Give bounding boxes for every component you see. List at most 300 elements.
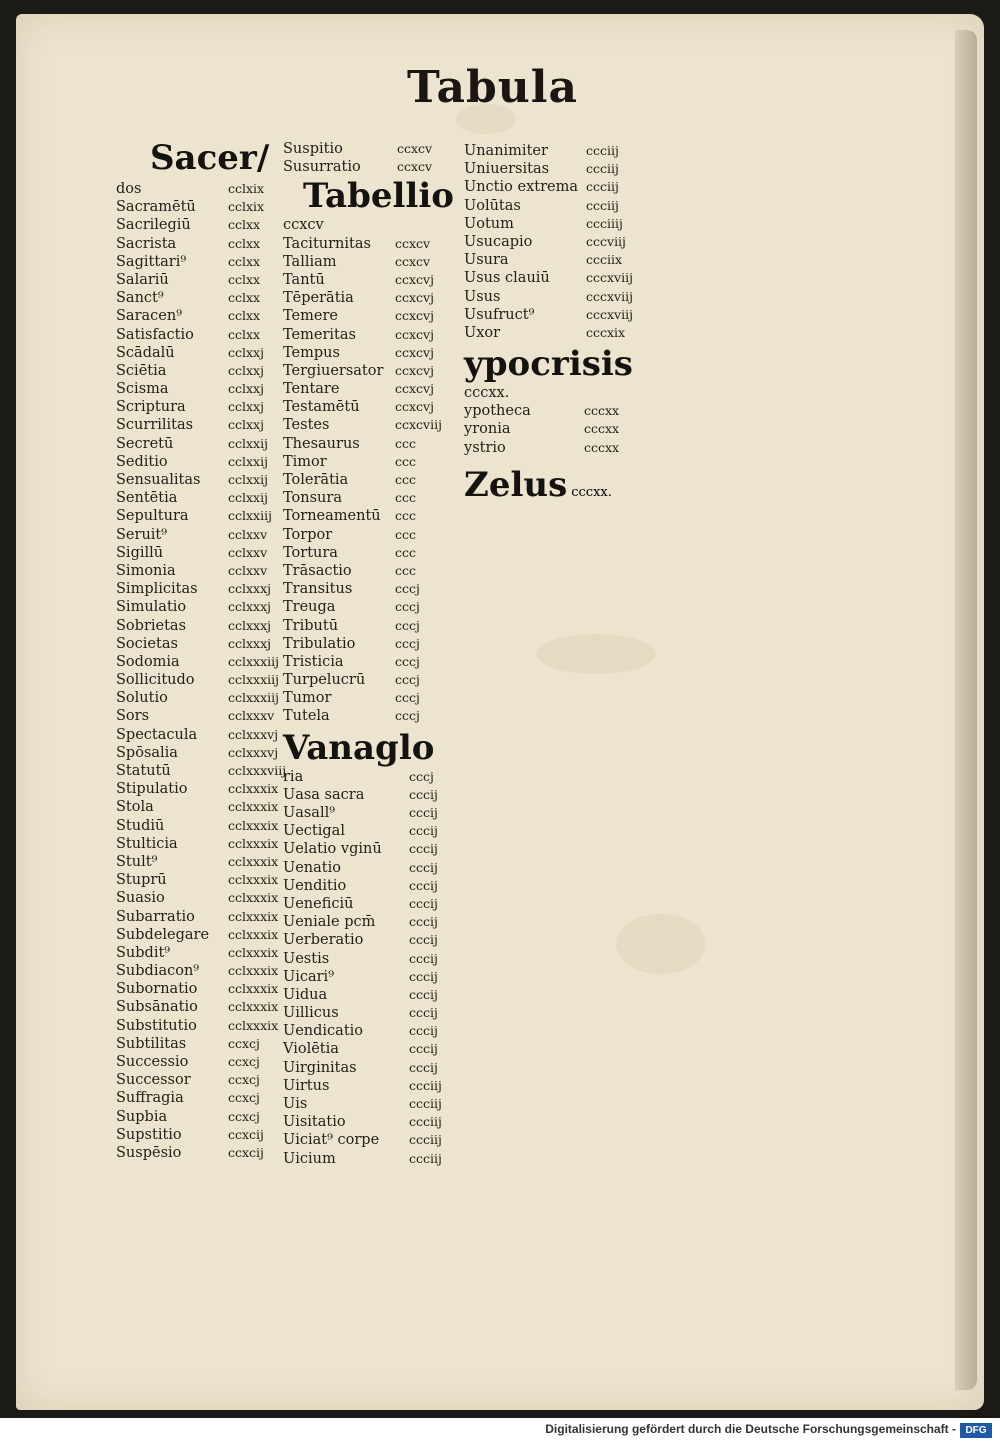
index-entry [283,1004,458,1022]
index-entry [283,1059,458,1077]
entry-folio: cclxxxix [228,781,279,797]
index-entry [116,398,276,416]
index-entry [283,877,458,895]
entry-folio: cclxxxix [228,981,279,997]
index-entry [116,1089,276,1107]
index-entry [283,671,458,689]
entry-folio: cccj [395,653,420,669]
index-entry [283,471,458,489]
entry-folio: cccij [409,986,438,1002]
entry-term: Thesaurus [283,435,360,452]
page-edge [955,30,977,1390]
entry-term: Seditio [116,453,168,470]
index-entry [116,871,279,889]
entry-term: Ueniale pcm̄ [283,914,376,931]
entry-folio: cccxx [584,421,620,437]
entry-folio: cclxxxix [228,835,279,851]
entry-folio: cclxxj [228,399,264,415]
index-entry [464,197,634,215]
entry-folio: cclxxxj [228,599,272,615]
index-entry [283,1022,458,1040]
index-entry [283,1150,458,1168]
heading-tabellio: Tabellio [303,176,454,217]
entry-term: ypotheca [464,403,531,420]
entry-term: Scādalū [116,344,175,361]
index-entry [283,526,458,544]
entry-term: Satisfactio [116,326,194,343]
index-entry [116,180,276,198]
index-entry [283,968,458,986]
entry-term: Subtilitas [116,1035,187,1052]
index-entry [116,326,276,344]
index-entry [283,362,458,380]
entry-folio: ccxcj [228,1072,260,1088]
entry-folio: cccij [409,914,438,930]
entry-term: Spōsalia [116,744,178,761]
entry-folio: ccc [395,435,417,451]
entry-folio: cclxxxiij [228,672,280,688]
entry-folio: cclxxxv [228,708,275,724]
entry-folio: cclxxv [228,544,268,560]
entry-folio: cccj [409,768,434,784]
index-entry [283,598,458,616]
entry-term: Transitus [283,581,353,598]
index-entry [283,635,458,653]
index-entry [116,617,276,635]
index-entry [464,439,634,457]
entry-folio: cccxviij [586,288,633,304]
entry-term: Turpelucrū [283,672,366,689]
entry-term: Stuprū [116,872,167,889]
entry-folio: cccij [409,1059,438,1075]
entry-folio: ccxcvj [395,362,434,378]
entry-folio: cclxx [228,217,261,233]
entry-folio: ccxcvj [395,271,434,287]
entry-folio: ccciix [586,252,623,268]
entry-term: Taciturnitas [283,235,371,252]
entry-term: Subarratio [116,908,195,925]
index-entry [116,416,276,434]
index-entry [283,1077,458,1095]
entry-term: Sacramētū [116,199,196,216]
entry-term: Subdiacon⁹ [116,963,200,980]
entry-term: Uis [283,1096,308,1112]
entry-folio: ccxcv [397,159,433,175]
entry-term: Supstitio [116,1126,182,1143]
index-entry [283,253,458,271]
index-entry [464,142,634,160]
index-entry [116,889,279,907]
entry-term: ria [283,768,304,785]
zelus-folio: cccxx. [571,484,612,500]
index-entry [283,140,458,158]
entry-term: Trāsactio [283,562,352,579]
index-entry [464,288,634,306]
entry-term: Treuga [283,599,336,616]
index-entry [116,726,279,744]
index-entry [116,453,276,471]
entry-term: Uillicus [283,1005,339,1022]
entry-term: Statutū [116,763,171,779]
index-entry [116,780,279,798]
index-entry [283,235,458,253]
entry-folio: ccxcv [397,141,433,156]
entry-folio: cclxxxj [228,617,272,633]
entry-term: Sacrilegiū [116,217,191,234]
entry-folio: cclxxxiij [228,653,280,669]
entry-folio: cclxxxix [228,908,279,924]
entry-folio: ccxcj [228,1035,260,1051]
entry-term: cccxx. [464,385,510,402]
page-title: Tabula [407,62,579,113]
index-entry [283,617,458,635]
entry-folio: cccij [409,932,438,948]
entry-folio: cccviij [586,233,626,249]
entry-term: Subdit⁹ [116,944,171,961]
index-entry [283,859,458,877]
entry-folio: cclxxxix [228,817,279,833]
index-entry [283,895,458,913]
entry-folio: ccxcv [395,253,431,269]
entry-folio: cclxxiij [228,508,272,524]
entry-folio: cclxx [228,271,261,287]
entry-term: Uerberatio [283,932,364,949]
entry-term: Uisitatio [283,1114,346,1131]
entry-folio: cccj [395,672,420,688]
index-entry [283,707,458,725]
index-entry [283,950,458,968]
entry-term: Uniuersitas [464,161,550,178]
entry-folio: cclxix [228,181,265,196]
entry-term: Stult⁹ [116,853,158,870]
index-entry [283,544,458,562]
index-entry [283,344,458,362]
entry-term: Subdelegare [116,926,210,943]
index-entry [283,1113,458,1131]
index-entry [464,306,634,324]
entry-folio: cclxix [228,199,265,215]
entry-term: Solutio [116,690,168,707]
entry-term: Uxor [464,324,501,341]
index-entry [116,689,280,707]
index-column-1 [116,138,287,1162]
entry-term: Sepultura [116,508,189,525]
entry-term: Sacrista [116,235,177,252]
entry-folio: cclxx [228,235,261,251]
entry-folio: ccc [395,472,417,487]
index-entry [116,926,279,944]
entry-folio: cccj [395,581,420,597]
entry-term: Talliam [283,253,337,270]
entry-folio: cclxxv [228,562,268,578]
entry-term: Supbia [116,1108,168,1125]
index-entry [116,944,279,962]
entry-folio: ccxcj [228,1090,260,1106]
entry-folio: ccc [395,508,417,524]
index-entry [283,822,458,840]
entry-folio: cclxxxix [228,872,279,888]
entry-term: Tonsura [283,490,342,507]
index-entry [116,1071,276,1089]
entry-term: Uiciat⁹ corpe [283,1132,380,1149]
index-entry [116,307,276,325]
entry-term: Suffragia [116,1090,184,1107]
index-entry [116,198,276,216]
entry-term: Usufruct⁹ [464,306,535,323]
entry-term: Uectigal [283,823,345,840]
entry-folio: cclxx [228,290,261,306]
entry-folio: ccxcvj [395,344,434,360]
index-entry [464,384,634,402]
entry-term: Uicium [283,1150,336,1167]
index-entry [116,998,279,1016]
entry-term: Tribulatio [283,635,356,652]
index-entry [116,598,276,616]
entry-term: Sors [116,708,150,725]
entry-term: dos [116,181,142,197]
entry-term: Sensualitas [116,472,201,488]
entry-term: Tributū [283,617,339,634]
entry-term: Stipulatio [116,781,188,798]
index-entry [116,744,279,762]
entry-term: Societas [116,635,178,652]
entry-folio: cccij [409,1041,438,1057]
index-entry [116,707,276,725]
index-entry [283,986,458,1004]
index-entry [464,160,634,178]
entry-term: Seruit⁹ [116,526,168,543]
entry-folio: cclxxxix [228,890,279,906]
index-entry [283,158,458,176]
entry-folio: ccciiij [586,215,623,231]
index-entry [116,762,287,780]
index-entry [283,562,458,580]
entry-term: Tentare [283,381,340,398]
index-entry [464,215,634,233]
entry-term: Uelatio vginū [283,841,382,858]
index-entry [283,840,458,858]
entry-term: Spectacula [116,726,198,743]
entry-folio: cclxxij [228,472,268,487]
index-entry [116,526,276,544]
entry-folio: cccij [409,950,438,966]
entry-folio: cclxxxix [228,1017,279,1033]
entry-folio: cclxxxiij [228,690,280,706]
index-entry [116,471,276,489]
entry-folio: ccxcij [228,1126,264,1142]
entry-term: Sentētia [116,490,178,507]
index-entry [116,1017,279,1035]
entry-folio: cclxxv [228,526,268,542]
entry-term: Torpor [283,526,333,543]
index-entry [116,580,276,598]
index-entry [116,835,279,853]
index-entry [283,768,458,786]
entry-folio: cccij [409,841,438,857]
entry-folio: cccxx [584,439,620,455]
entry-folio: cclxxij [228,490,268,506]
entry-term: Studiū [116,817,165,834]
entry-term: Uidua [283,986,328,1003]
entry-term: Tolerātia [283,472,349,488]
entry-folio: cccj [395,635,420,651]
entry-term: Usura [464,252,509,269]
index-entry [283,580,458,598]
entry-folio: cccxx [584,403,620,419]
entry-folio: cccxviij [586,306,633,322]
entry-term: Tempus [283,344,340,361]
entry-term: Testamētū [283,399,360,416]
entry-term: Sobrietas [116,617,187,634]
entry-folio: cccj [395,617,420,633]
entry-term: Sodomia [116,653,180,670]
index-entry [283,1095,458,1113]
entry-term: Uolūtas [464,197,521,214]
entry-term: Uasall⁹ [283,805,336,821]
index-entry [283,804,458,822]
entry-term: Sigillū [116,544,164,561]
entry-folio: ccc [395,453,417,469]
entry-term: Uenatio [283,859,341,876]
entry-folio: ccxcv [395,235,431,251]
index-entry [116,562,276,580]
entry-term: ystrio [464,439,506,456]
index-entry [283,453,458,471]
entry-folio: ccciij [409,1132,442,1148]
entry-term: Successio [116,1054,189,1070]
entry-term: Ueneficiū [283,895,354,912]
index-entry [283,435,458,453]
entry-folio: cclxxxix [228,853,279,869]
index-entry [283,416,458,434]
index-entry [116,1126,276,1144]
entry-folio: cclxxxj [228,581,272,597]
entry-term: Salariū [116,271,169,288]
index-entry [464,324,634,342]
index-entry [116,489,276,507]
entry-folio: ccciij [409,1096,442,1111]
entry-term: Suasio [116,890,165,907]
entry-term: Usus clauiū [464,270,550,287]
index-entry [283,1040,458,1058]
heading-zelus: Zelus [464,464,568,505]
entry-folio: ccciij [586,161,619,177]
entry-term: Tristicia [283,653,344,670]
entry-folio: cccj [395,599,420,615]
entry-term: Uirtus [283,1077,330,1094]
entry-term: Uirginitas [283,1059,357,1076]
entry-term: Successor [116,1072,191,1089]
index-entry [116,544,276,562]
entry-term: Usus [464,288,501,305]
entry-folio: ccciij [409,1114,442,1130]
entry-term: Tergiuersator [283,362,384,379]
index-entry [283,786,458,804]
entry-term: Uicari⁹ [283,968,335,985]
entry-folio: cclxx [228,308,261,324]
entry-folio: ccxcvj [395,399,434,415]
index-entry [116,653,280,671]
entry-folio: ccxcij [228,1144,264,1160]
index-entry [283,913,458,931]
entry-folio: ccxcviij [395,417,442,433]
entry-term: Torneamentū [283,508,381,525]
index-entry [116,962,279,980]
index-entry [464,269,634,287]
entry-folio: cccij [409,786,438,802]
entry-term: Scriptura [116,399,186,416]
entry-term: Simplicitas [116,581,198,598]
index-entry [116,635,276,653]
entry-folio: cccij [409,895,438,911]
index-entry [464,233,634,251]
index-entry [116,1144,276,1162]
entry-folio: cclxx [228,326,261,342]
entry-term: Subornatio [116,981,198,998]
entry-folio: cclxxxix [228,926,279,942]
entry-folio: cclxxxvj [228,744,279,760]
index-entry [283,398,458,416]
entry-folio: ccc [395,526,417,542]
index-entry [116,435,276,453]
index-entry [116,380,276,398]
zelus-entry [464,465,634,505]
entry-term: Tortura [283,544,338,561]
entry-term: Sollicitudo [116,672,195,689]
entry-term: Uotum [464,215,514,232]
entry-term: Tutela [283,708,330,725]
index-entry [116,507,276,525]
index-entry [116,1108,276,1126]
entry-folio: cclxxxix [228,944,279,960]
entry-folio: cclxxxvj [228,726,279,742]
entry-folio: ccc [395,544,417,560]
entry-folio: cclxxxix [228,963,279,979]
entry-term: Uasa sacra [283,786,365,803]
entry-term: Unanimiter [464,143,548,159]
index-entry [464,178,634,196]
entry-folio: cclxxxviij [228,763,287,778]
entry-folio: ccxcvj [395,308,434,324]
entry-term: Tantū [283,271,325,288]
index-entry [283,326,458,344]
entry-folio: ccc [395,562,417,578]
index-entry [283,271,458,289]
entry-folio: ccxcvj [395,326,434,342]
index-entry [116,798,279,816]
index-entry [116,289,276,307]
entry-term: Susurratio [283,159,361,176]
heading-vanaglo: Vanaglo [283,727,435,768]
entry-folio: cclxxij [228,453,268,469]
entry-folio: cclxxxj [228,635,272,651]
entry-term: Scurrilitas [116,417,194,434]
entry-term: Suspitio [283,141,343,157]
index-entry [116,362,276,380]
entry-folio: cccij [409,823,438,839]
entry-folio: cclxx [228,253,261,269]
entry-term: Sanct⁹ [116,290,164,307]
index-entry [116,216,276,234]
entry-term: Uendicatio [283,1023,364,1040]
entry-folio: ccc [395,490,417,506]
index-entry [116,235,276,253]
entry-term: Testes [283,417,330,434]
entry-folio: cclxxj [228,362,264,378]
index-entry [464,420,634,438]
index-entry [283,689,458,707]
index-entry [283,507,458,525]
